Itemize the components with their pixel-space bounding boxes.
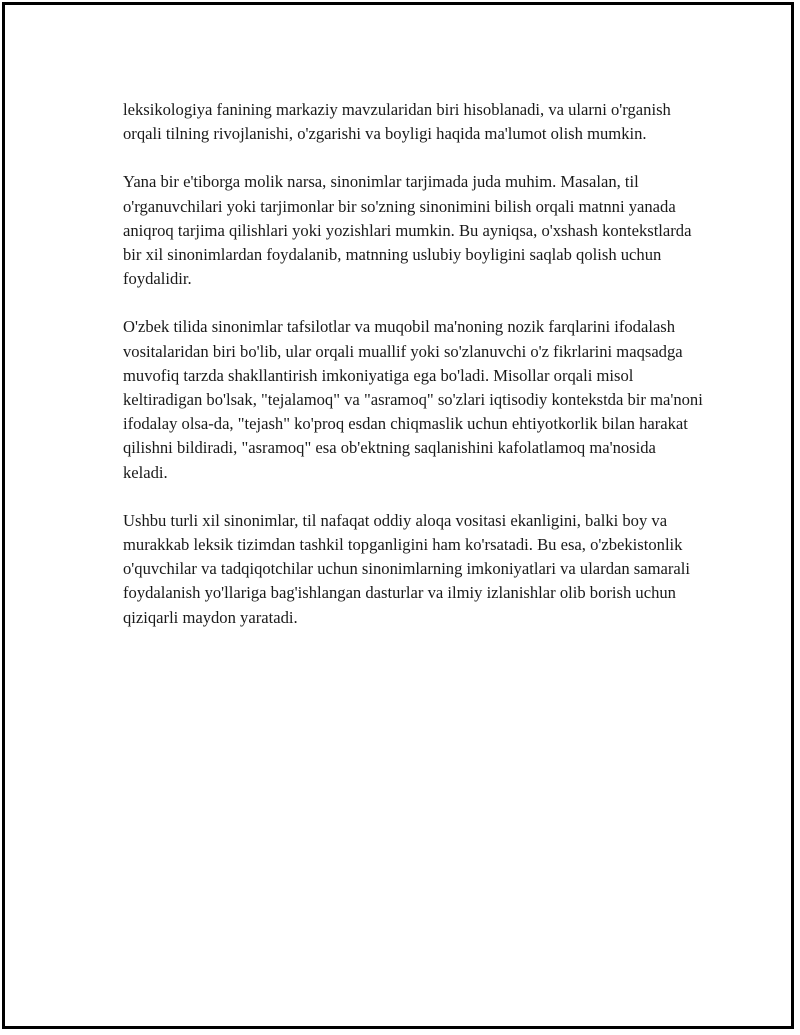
document-body (123, 98, 703, 654)
page-frame (2, 2, 794, 1029)
paragraph-1: leksikologiya fanining markaziy mavzularidan biri hisoblanadi, va ularni o'rganish orqali tilning rivojlanishi, o'zgarishi va boyligi haqida ma'lumot olish mumkin. (123, 100, 671, 144)
paragraph-4: Ushbu turli xil sinonimlar, til nafaqat oddiy aloqa vositasi ekanligini, balki boy va murakkab leksik tizimdan tashkil topganligini ham ko'rsatadi. Bu esa, o'zbekistonlik o'quvchilar va tadqiqotchilar uchun sinonimlarning imkoniyatlari va ulardan samarali foydalanish yo'llariga bag'ishlangan dasturlar va ilmiy izlanishlar olib borish uchun qiziqarli maydon yaratadi. (123, 510, 691, 627)
paragraph-2: Yana bir e'tiborga molik narsa, sinonimlar tarjimada juda muhim. Masalan, til o'rganuvchilari yoki tarjimonlar bir so'zning sinonimini bilish orqali matnni yanada aniqroq tarjima qilishlari yoki yozishlari mumkin. Bu ayniqsa, o'xshash kontekstlarda bir xil sinonimlardan foydalanib, matnning uslubiy boyligini saqlab qolish uchun foydalidir. (123, 172, 692, 289)
paragraph-3: O'zbek tilida sinonimlar tafsilotlar va muqobil ma'noning nozik farqlarini ifodalash vositalaridan biri bo'lib, ular orqali muallif yoki so'zlanuvchi o'z fikrlarini maqsadga muvofiq tarzda shakllantirish imkoniyatiga ega bo'ladi. Misollar orqali misol keltiradigan bo'lsak, "tejalamoq" va "asramoq" so'zlari iqtisodiy kontekstda bir ma'noni ifodalay olsa-da, "tejash" ko'proq esdan chiqmaslik uchun ehtiyotkorlik bilan harakat qilishni bildiradi, "asramoq" esa ob'ektning saqlanishini kafolatlamoq ma'nosida keladi. (123, 317, 703, 482)
